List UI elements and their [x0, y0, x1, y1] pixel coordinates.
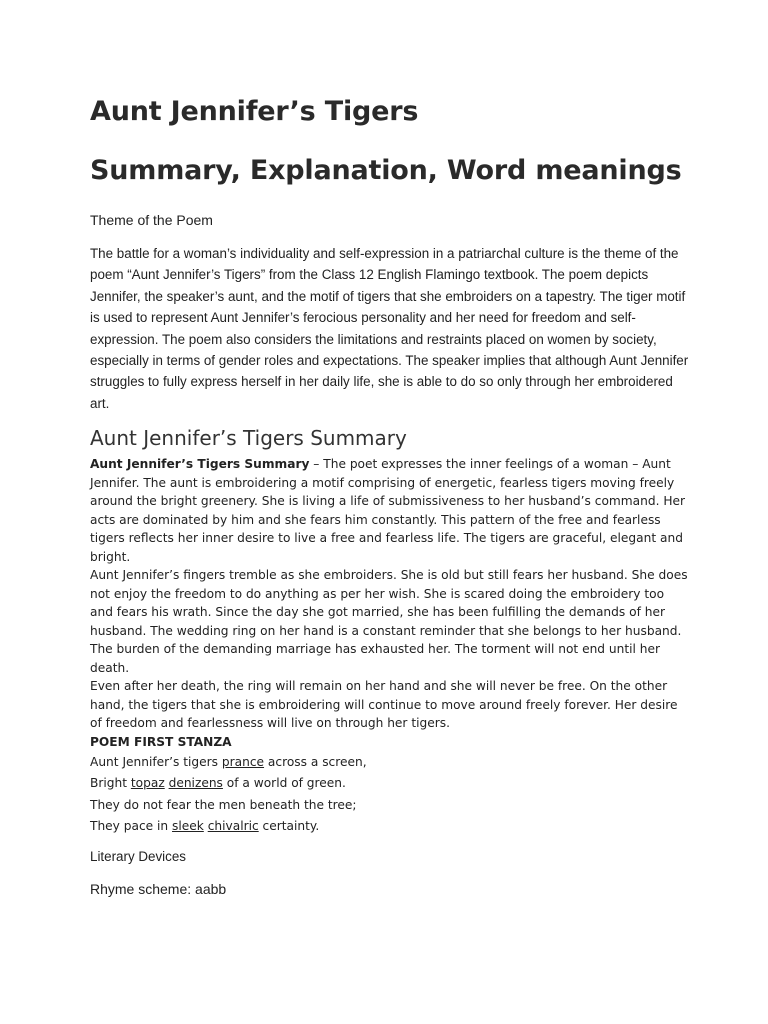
literary-devices-heading: Literary Devices: [90, 849, 186, 864]
poem-text: certainty.: [258, 818, 320, 833]
poem-text: Bright: [90, 776, 131, 791]
word-link-denizens[interactable]: denizens: [168, 776, 223, 791]
word-link-chivalric[interactable]: chivalric: [207, 818, 259, 833]
summary-paragraph-2: Aunt Jennifer’s fingers tremble as she embroiders. She is old but still fears her husband. She does not enjoy the freedom to do anything as per her wish. She is scared doing the embroidery too and fears his wrath. Since the day she got married, she has been fulfilling the demands of her husband. The wedding ring on her hand is a constant reminder that she belongs to her husband. The burden of the demanding marriage has exhausted her. The torment will not end until her death.: [90, 568, 688, 675]
summary-lead-bold: Aunt Jennifer’s Tigers Summary: [90, 457, 310, 471]
word-link-topaz[interactable]: topaz: [130, 776, 165, 791]
poem-line-3: They do not fear the men beneath the tree;: [90, 797, 357, 812]
poem-text: across a screen,: [264, 755, 367, 769]
poem-text: They pace in: [90, 818, 173, 833]
page-subtitle: Summary, Explanation, Word meanings: [90, 155, 682, 186]
theme-heading: Theme of the Poem: [90, 212, 213, 228]
summary-heading: Aunt Jennifer’s Tigers Summary: [90, 426, 407, 450]
summary-paragraph-1: [90, 455, 690, 566]
poem-text: Aunt Jennifer’s tigers: [90, 755, 222, 769]
poem-line-2: [90, 773, 367, 794]
page-title: Aunt Jennifer’s Tigers: [90, 96, 419, 127]
rhyme-scheme: Rhyme scheme: aabb: [90, 881, 227, 897]
stanza-heading: POEM FIRST STANZA: [90, 734, 232, 749]
summary-paragraph-3: Even after her death, the ring will remain on her hand and she will never be free. On the other hand, the tigers that she is embroidering will continue to move around freely forever. Her desire of freedom and fearlessness will live on through her tigers.: [90, 679, 678, 730]
poem-stanza: [90, 752, 367, 837]
poem-line-1: [90, 752, 367, 773]
word-link-prance[interactable]: prance: [221, 755, 265, 769]
summary-body: [90, 455, 690, 751]
summary-paragraph-1-text: – The poet expresses the inner feelings of a woman – Aunt Jennifer. The aunt is embroidering a motif comprising of energetic, fearless tigers moving freely around the bright greenery. She is living a life of submissiveness to her husband’s command. Her acts are dominated by him and she fears him constantly. This pattern of the free and fearless tigers reflects her inner desire to live a free and fearless life. The tigers are graceful, elegant and bright.: [90, 457, 686, 564]
word-link-sleek[interactable]: sleek: [172, 818, 204, 833]
poem-line-4: [90, 816, 367, 837]
poem-text: of a world of green.: [222, 776, 346, 791]
theme-paragraph: The battle for a woman’s individuality and self-expression in a patriarchal culture is the theme of the poem “Aunt Jennifer’s Tigers” from the Class 12 English Flamingo textbook. The poem depicts Jennifer, the speaker’s aunt, and the motif of tigers that she embroiders on a tapestry. The tiger motif is used to represent Aunt Jennifer’s ferocious personality and her need for freedom and self-expression. The poem also considers the limitations and restraints placed on women by society, especially in terms of gender roles and expectations. The speaker implies that although Aunt Jennifer struggles to fully express herself in her daily life, she is able to do so only through her embroidered art.: [90, 246, 689, 411]
